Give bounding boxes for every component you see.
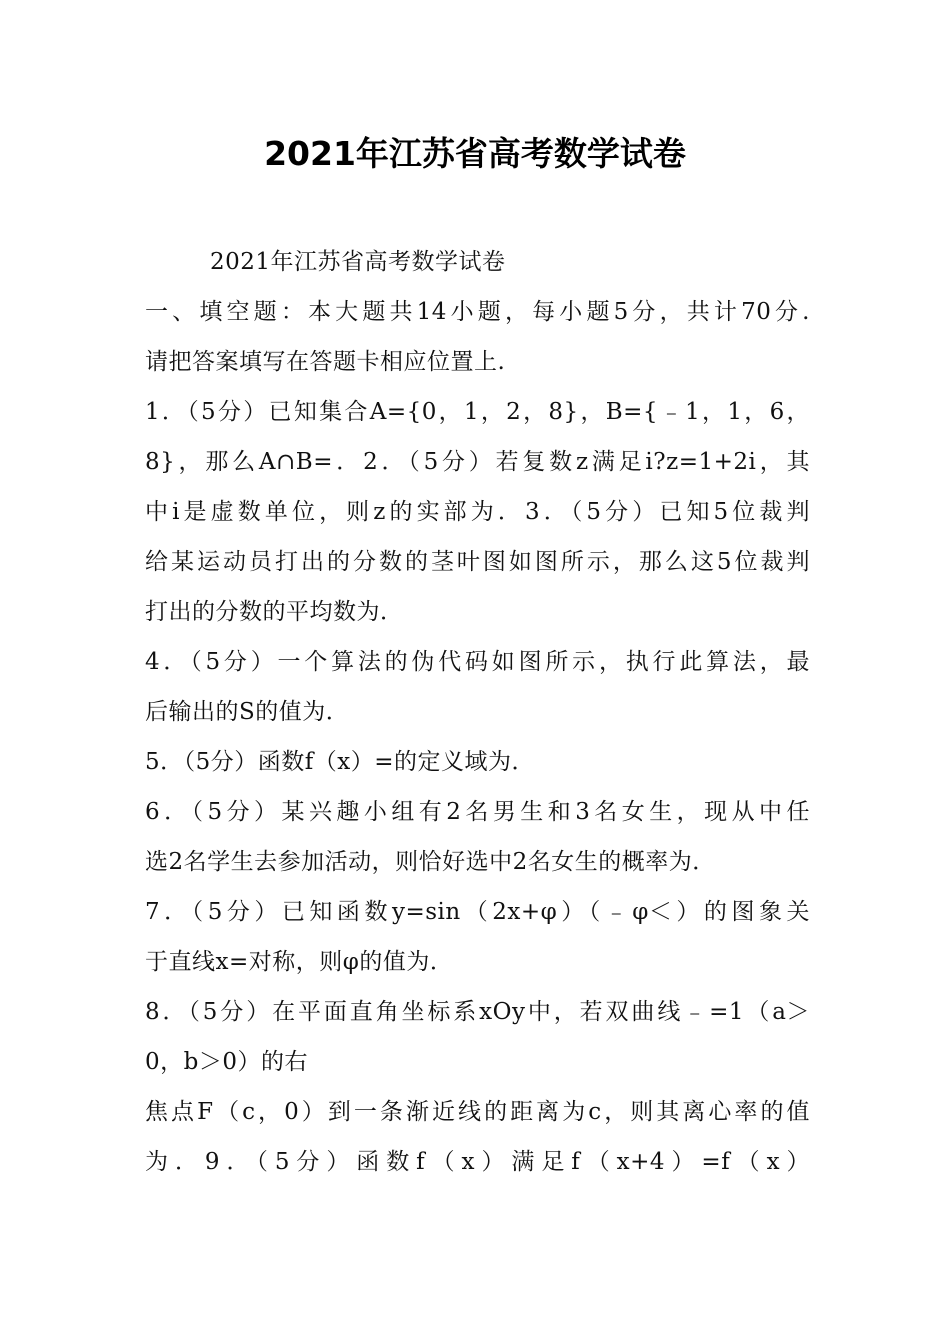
text-line: 7．（5分）已知函数y=sin（2x+φ）（﹣φ＜）的图象关 xyxy=(145,899,810,925)
text-line: 6．（5分）某兴趣小组有2名男生和3名女生，现从中任 xyxy=(145,799,810,825)
text-line: 5．（5分）函数f（x）=的定义域为． xyxy=(145,749,536,775)
text-line: 选2名学生去参加活动，则恰好选中2名女生的概率为． xyxy=(145,849,716,875)
text-line: 焦点F（c，0）到一条渐近线的距离为c，则其离心率的值 xyxy=(145,1099,810,1125)
text-line: 给某运动员打出的分数的茎叶图如图所示，那么这5位裁判 xyxy=(145,549,810,575)
text-line: 8．（5分）在平面直角坐标系xOy中，若双曲线﹣=1（a＞ xyxy=(145,999,810,1025)
text-line: 1．（5分）已知集合A={0，1，2，8}，B={﹣1，1，6， xyxy=(145,399,810,425)
text-line: 后输出的S的值为． xyxy=(145,699,350,725)
text-line: 为．9．（5分）函数f（x）满足f（x+4）=f（x） xyxy=(145,1149,810,1175)
text-line: 0，b＞0）的右 xyxy=(145,1049,308,1075)
text-line: 打出的分数的平均数为． xyxy=(145,599,404,625)
document-title: 2021年江苏省高考数学试卷 xyxy=(264,134,686,173)
text-line: 8}，那么A∩B=．2．（5分）若复数z满足i?z=1+2i，其 xyxy=(145,449,810,475)
text-line: 一、填空题：本大题共14小题，每小题5分，共计70分. xyxy=(145,299,810,325)
body-heading: 2021年江苏省高考数学试卷 xyxy=(210,249,506,275)
text-line: 中i是虚数单位，则z的实部为．3．（5分）已知5位裁判 xyxy=(145,499,810,525)
text-line: 4．（5分）一个算法的伪代码如图所示，执行此算法，最 xyxy=(145,649,810,675)
text-line: 请把答案填写在答题卡相应位置上. xyxy=(145,349,506,375)
text-line: 于直线x=对称，则φ的值为． xyxy=(145,949,454,975)
